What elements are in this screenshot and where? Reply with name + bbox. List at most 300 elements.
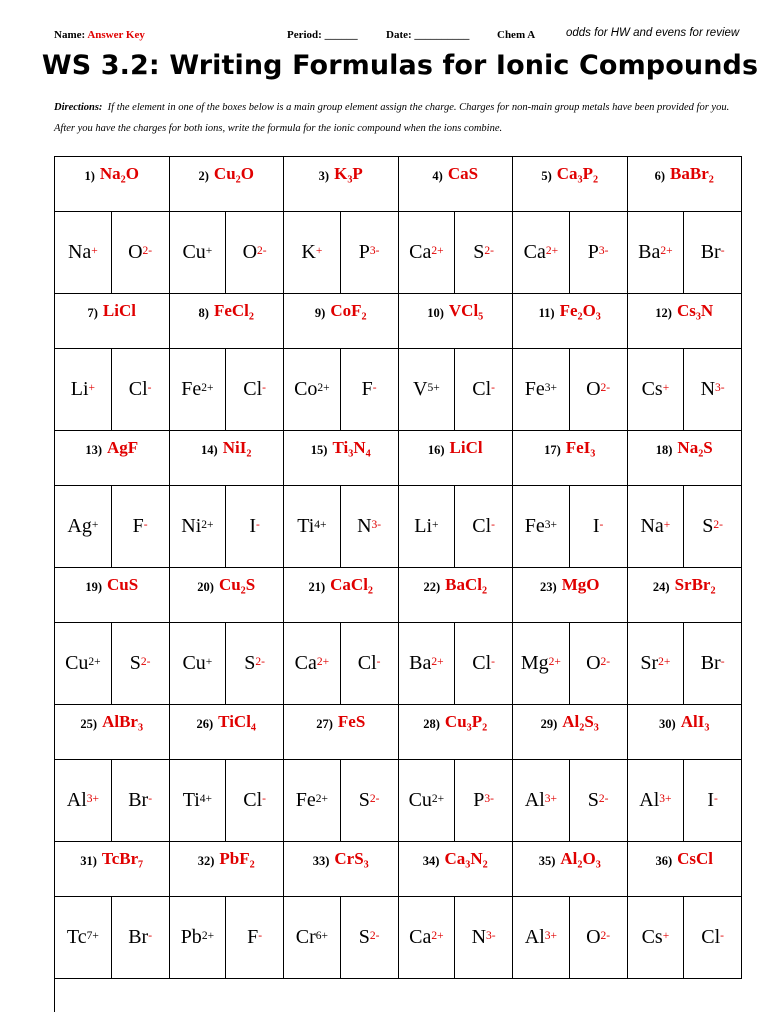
cation-symbol: Co [294, 378, 318, 400]
cation: V $^{5+}$ [399, 349, 456, 430]
cation: Fe $^{3+}$ [513, 486, 570, 567]
ion-pair-cell [170, 760, 285, 842]
formula-answer: Na₂S [677, 438, 713, 457]
cation-symbol: Ca [409, 926, 432, 948]
cation-symbol: Ca [409, 241, 432, 263]
problem-number: 18) [655, 443, 673, 457]
answer-cell [284, 294, 399, 349]
answer-cell [55, 294, 170, 349]
anion: S $^{2-}$ [244, 652, 265, 674]
anion-symbol: N [700, 378, 716, 400]
cation-symbol: Cu [408, 789, 432, 811]
formula-answer: LiCl [449, 438, 483, 457]
answer-cell [284, 431, 399, 486]
anion: S $^{2-}$ [587, 789, 609, 811]
cation: Al $^{3+}$ [628, 760, 685, 841]
anion-symbol: S [129, 652, 141, 674]
cation-symbol: Al [524, 789, 545, 811]
anion-symbol: S [473, 241, 485, 263]
worksheet-header [54, 27, 744, 45]
cation-symbol: Cu [182, 652, 206, 674]
ion-pair-cell [55, 897, 170, 979]
ion-pair-cell [55, 760, 170, 842]
cation-symbol: Pb [180, 926, 202, 948]
formula-answer: FeI₃ [565, 438, 596, 457]
cation-symbol: Sr [640, 652, 659, 674]
anion: O $^{2-}$ [586, 378, 611, 400]
formula-answer: BaBr₂ [670, 164, 714, 183]
problem-number: 35) [538, 854, 556, 868]
cation: Na + [55, 212, 112, 293]
anion: P $^{3-}$ [473, 789, 494, 811]
formula-answer: Cs₃N [676, 301, 714, 320]
anion-symbol: I [592, 515, 600, 537]
formula-answer: Al₂O₃ [560, 849, 601, 868]
ion-pair-cell [628, 897, 743, 979]
anion-symbol: Br [700, 241, 721, 263]
cation-symbol: Cs [641, 378, 663, 400]
cation-symbol: Cu [182, 241, 206, 263]
anion: O $^{2-}$ [242, 241, 267, 263]
cation: Ag + [55, 486, 112, 567]
formula-answer: NiI₂ [222, 438, 252, 457]
formula-answer: CoF₂ [330, 301, 367, 320]
cation-symbol: Ca [523, 241, 546, 263]
worksheet-title: WS 3.2: Writing Formulas for Ionic Compounds [41, 50, 759, 81]
anion-symbol: Br [700, 652, 721, 674]
ion-pair-cell [628, 760, 743, 842]
ion-pair-cell [628, 623, 743, 705]
problem-number: 19) [85, 580, 102, 594]
problem-number: 23) [540, 580, 557, 594]
anion: Br - [128, 789, 153, 811]
problem-number: 30) [659, 717, 676, 731]
cation-symbol: Cr [295, 926, 316, 948]
cation-symbol: Ag [67, 515, 92, 537]
ion-pair-cell [170, 349, 285, 431]
cation: Fe $^{2+}$ [284, 760, 341, 841]
cation: Ni $^{2+}$ [170, 486, 227, 567]
anion-symbol: Cl [357, 652, 377, 674]
ion-pair-cell [170, 897, 285, 979]
cation-symbol: Tc [66, 926, 87, 948]
cation-symbol: Fe [295, 789, 316, 811]
formula-answer: Ca₃P₂ [556, 164, 599, 183]
formula-answer: CaS [447, 164, 479, 183]
anion-symbol: S [244, 652, 256, 674]
problem-number: 16) [427, 443, 445, 457]
anion-symbol: Br [128, 789, 149, 811]
problem-number: 3) [318, 169, 330, 183]
ion-pair-cell [399, 623, 514, 705]
answer-cell [628, 705, 743, 760]
formula-answer: K₃P [334, 164, 363, 183]
problem-number: 5) [541, 169, 552, 183]
problem-number: 33) [312, 854, 330, 868]
cation: Cu + [170, 623, 227, 704]
cation: Co $^{2+}$ [284, 349, 341, 430]
formula-answer: Al₂S₃ [562, 712, 599, 731]
problem-number: 27) [316, 717, 333, 731]
answer-cell [55, 431, 170, 486]
anion: Cl - [243, 789, 266, 811]
ion-pair-cell [55, 486, 170, 568]
answer-cell [170, 842, 285, 897]
name-field [54, 29, 145, 41]
anion-symbol: O [586, 378, 601, 400]
anion: I - [592, 515, 604, 537]
cation-symbol: Al [639, 789, 660, 811]
ion-pair-cell [284, 897, 399, 979]
answer-cell [399, 842, 514, 897]
anion-symbol: P [358, 241, 370, 263]
anion: Cl - [357, 652, 381, 674]
answer-cell [55, 157, 170, 212]
directions-label: Directions: [54, 102, 103, 113]
name-label: Name: [54, 29, 86, 41]
ion-pair-cell [170, 623, 285, 705]
formula-answer: AlI₃ [680, 712, 710, 731]
answer-cell [170, 157, 285, 212]
problem-number: 13) [85, 443, 102, 457]
formula-answer: AgF [107, 438, 139, 457]
cation: Ca $^{2+}$ [284, 623, 341, 704]
formula-answer: Ca₃N₂ [444, 849, 488, 868]
cation: Mg $^{2+}$ [513, 623, 570, 704]
problem-number: 12) [655, 306, 672, 320]
ion-pair-cell [513, 897, 628, 979]
formula-answer: FeCl₂ [213, 301, 254, 320]
cation: Ba $^{2+}$ [399, 623, 456, 704]
answer-cell [513, 568, 628, 623]
cation: Al $^{3+}$ [513, 760, 570, 841]
formula-answer: PbF₂ [219, 849, 255, 868]
ion-pair-cell [55, 623, 170, 705]
anion: F - [247, 926, 263, 948]
anion: S $^{2-}$ [473, 241, 494, 263]
cation-symbol: Cs [641, 926, 663, 948]
problem-number: 4) [432, 169, 443, 183]
anion-symbol: O [242, 241, 258, 263]
ion-pair-cell [628, 212, 743, 294]
cation: Cu $^{2+}$ [55, 623, 112, 704]
ion-pair-cell [284, 212, 399, 294]
anion-symbol: Cl [243, 378, 263, 400]
answer-cell [399, 568, 514, 623]
answer-cell [513, 294, 628, 349]
anion: N $^{3-}$ [357, 515, 382, 537]
anion-symbol: N [471, 926, 487, 948]
anion: Cl - [128, 378, 152, 400]
cation-symbol: Na [640, 515, 664, 537]
problem-number: 11) [538, 306, 555, 320]
problem-number: 26) [196, 717, 214, 731]
cation-symbol: Mg [520, 652, 549, 674]
answer-cell [513, 705, 628, 760]
anion-symbol: F [361, 378, 373, 400]
answer-cell [284, 842, 399, 897]
answer-cell [55, 705, 170, 760]
answer-cell [399, 294, 514, 349]
cation: Cu $^{2+}$ [399, 760, 456, 841]
anion: O $^{2-}$ [586, 652, 611, 674]
formula-answer: FeS [337, 712, 366, 731]
anion: S $^{2-}$ [702, 515, 723, 537]
formula-answer: BaCl₂ [445, 575, 488, 594]
anion: N $^{3-}$ [471, 926, 496, 948]
cation: Fe $^{2+}$ [170, 349, 227, 430]
cation-symbol: K [301, 241, 316, 263]
cation-symbol: Ca [294, 652, 317, 674]
anion: Br - [128, 926, 153, 948]
cation-symbol: Al [524, 926, 545, 948]
directions [54, 97, 744, 139]
cation-symbol: Al [66, 789, 87, 811]
anion: O $^{2-}$ [128, 241, 153, 263]
formula-answer: MgO [561, 575, 600, 594]
cation-symbol: Cu [65, 652, 89, 674]
cation: Ca $^{2+}$ [399, 212, 456, 293]
formula-answer: VCl₅ [448, 301, 484, 320]
anion-symbol: O [586, 652, 601, 674]
answer-cell [170, 431, 285, 486]
problem-number: 22) [423, 580, 441, 594]
anion-symbol: F [247, 926, 259, 948]
anion-symbol: I [707, 789, 715, 811]
cation-symbol: Ti [182, 789, 200, 811]
formula-answer: TiCl₄ [218, 712, 257, 731]
formula-answer: AlBr₃ [102, 712, 144, 731]
formula-answer: CrS₃ [334, 849, 369, 868]
anion: F - [132, 515, 148, 537]
ion-pair-cell [284, 760, 399, 842]
cation-symbol: Ba [409, 652, 432, 674]
anion: Cl - [472, 378, 495, 400]
anion: Cl - [472, 515, 495, 537]
anion-symbol: Cl [243, 789, 263, 811]
anion-symbol: S [358, 926, 370, 948]
anion: I - [707, 789, 718, 811]
answer-cell [628, 842, 743, 897]
date-field: Date: __________ [386, 29, 470, 41]
problem-number: 1) [84, 169, 95, 183]
anion-symbol: Cl [128, 378, 148, 400]
formula-answer: CuS [106, 575, 139, 594]
ion-pair-cell [628, 349, 743, 431]
ion-pair-cell [55, 349, 170, 431]
answer-cell [399, 157, 514, 212]
anion-symbol: Cl [701, 926, 721, 948]
answer-cell [628, 294, 743, 349]
answer-cell [284, 705, 399, 760]
cation: Pb $^{2+}$ [170, 897, 227, 978]
formula-answer: SrBr₂ [674, 575, 716, 594]
cation: Ba $^{2+}$ [628, 212, 685, 293]
problem-number: 31) [80, 854, 97, 868]
problem-number: 8) [198, 306, 209, 320]
anion-symbol: Br [128, 926, 149, 948]
problem-number: 2) [198, 169, 209, 183]
anion: Cl - [243, 378, 266, 400]
anion-symbol: O [128, 241, 143, 263]
anion-symbol: I [249, 515, 257, 537]
assignment-note: odds for HW and evens for review [566, 27, 740, 39]
formula-answer: LiCl [102, 301, 136, 320]
problem-number: 14) [201, 443, 218, 457]
problem-number: 20) [197, 580, 214, 594]
answer-cell [170, 705, 285, 760]
problem-number: 28) [423, 717, 440, 731]
class-label: Chem A [497, 29, 536, 41]
anion-symbol: N [357, 515, 372, 537]
problem-number: 9) [314, 306, 326, 320]
answer-cell [399, 431, 514, 486]
formula-answer: Cu₃P₂ [444, 712, 488, 731]
cation: Al $^{3+}$ [513, 897, 570, 978]
anion: S $^{2-}$ [129, 652, 151, 674]
anion-symbol: F [132, 515, 144, 537]
anion-symbol: S [702, 515, 714, 537]
problem-number: 7) [87, 306, 98, 320]
anion: I - [249, 515, 260, 537]
ion-pair-cell [513, 486, 628, 568]
cation-symbol: Li [414, 515, 433, 537]
answer-cell [170, 568, 285, 623]
anion: S $^{2-}$ [358, 789, 380, 811]
ion-pair-cell [513, 212, 628, 294]
problem-number: 29) [540, 717, 558, 731]
problem-number: 25) [80, 717, 98, 731]
problem-number: 36) [655, 854, 673, 868]
anion-symbol: S [358, 789, 370, 811]
cation: Ti $^{4+}$ [170, 760, 227, 841]
formula-answer: Ti₃N₄ [332, 438, 371, 457]
formula-answer: CaCl₂ [330, 575, 374, 594]
anion-symbol: O [586, 926, 601, 948]
cation: Al $^{3+}$ [55, 760, 112, 841]
anion: Cl - [701, 926, 724, 948]
period-field: Period: ______ [287, 29, 358, 41]
answer-cell [284, 568, 399, 623]
ion-pair-cell [628, 486, 743, 568]
cation: Tc $^{7+}$ [55, 897, 112, 978]
cation: Ca $^{2+}$ [399, 897, 456, 978]
cation: Li + [55, 349, 112, 430]
cation-symbol: Fe [524, 515, 545, 537]
problem-number: 24) [652, 580, 670, 594]
directions-text: If the element in one of the boxes below is a main group element assign the charge. Charges for non-main group metals have been provided for you. After you have the charges for both ions, write the formula for the ionic compound when the ions combine. [54, 102, 730, 134]
ion-pair-cell [399, 212, 514, 294]
cation: Na + [628, 486, 685, 567]
cation: K + [284, 212, 341, 293]
cation-symbol: Na [67, 241, 92, 263]
ion-pair-cell [399, 349, 514, 431]
formula-answer: Cu₂S [218, 575, 256, 594]
ion-pair-cell [513, 349, 628, 431]
cation: Cu + [170, 212, 227, 293]
cation-symbol: Ti [297, 515, 315, 537]
anion-symbol: Cl [472, 378, 492, 400]
ion-pair-cell [284, 623, 399, 705]
anion: Cl - [472, 652, 495, 674]
ion-pair-cell [284, 349, 399, 431]
cation: Cs + [628, 349, 685, 430]
anion: N $^{3-}$ [700, 378, 725, 400]
answer-cell [55, 842, 170, 897]
anion-symbol: P [473, 789, 485, 811]
cation-symbol: Fe [181, 378, 202, 400]
answer-cell [513, 431, 628, 486]
answer-cell [55, 568, 170, 623]
problem-number: 6) [654, 169, 666, 183]
cation: Ti $^{4+}$ [284, 486, 341, 567]
problem-number: 32) [197, 854, 215, 868]
anion: S $^{2-}$ [358, 926, 380, 948]
answer-cell [513, 842, 628, 897]
cation: Cs + [628, 897, 685, 978]
cation: Fe $^{3+}$ [513, 349, 570, 430]
answer-cell [628, 568, 743, 623]
answer-cell [284, 157, 399, 212]
cation-symbol: Ni [181, 515, 202, 537]
cation-symbol: Fe [524, 378, 545, 400]
ion-pair-cell [399, 760, 514, 842]
problem-number: 10) [427, 306, 444, 320]
ion-pair-cell [55, 212, 170, 294]
ion-pair-cell [399, 897, 514, 979]
formula-answer: CsCl [677, 849, 714, 868]
anion-symbol: S [587, 789, 599, 811]
anion: P $^{3-}$ [587, 241, 609, 263]
anion: F - [361, 378, 377, 400]
problem-number: 21) [308, 580, 326, 594]
cation-symbol: Ba [638, 241, 661, 263]
ion-pair-cell [399, 486, 514, 568]
answer-cell [628, 157, 743, 212]
problem-number: 15) [310, 443, 328, 457]
answer-cell [628, 431, 743, 486]
cation-symbol: V [413, 378, 428, 400]
ion-pair-cell [170, 486, 285, 568]
anion: P $^{3-}$ [358, 241, 380, 263]
anion: O $^{2-}$ [586, 926, 611, 948]
anion-symbol: P [587, 241, 599, 263]
formula-answer: TcBr₇ [101, 849, 144, 868]
problem-number: 17) [544, 443, 561, 457]
anion-symbol: Cl [472, 652, 492, 674]
cation-symbol: Li [70, 378, 89, 400]
ion-pair-cell [284, 486, 399, 568]
formula-answer: Na₂O [99, 164, 140, 183]
anion-symbol: Cl [472, 515, 492, 537]
cation: Ca $^{2+}$ [513, 212, 570, 293]
cation: Li + [399, 486, 456, 567]
answer-cell [399, 705, 514, 760]
answer-cell [170, 294, 285, 349]
anion: Br - [700, 241, 725, 263]
answer-cell [513, 157, 628, 212]
anion: Br - [700, 652, 725, 674]
problem-grid [54, 156, 742, 1012]
name-value: Answer Key [87, 29, 145, 41]
problem-number: 34) [422, 854, 440, 868]
formula-answer: Cu₂O [213, 164, 254, 183]
cation: Cr $^{6+}$ [284, 897, 341, 978]
ion-pair-cell [170, 212, 285, 294]
formula-answer: Fe₂O₃ [559, 301, 601, 320]
cation: Sr $^{2+}$ [628, 623, 685, 704]
ion-pair-cell [513, 760, 628, 842]
